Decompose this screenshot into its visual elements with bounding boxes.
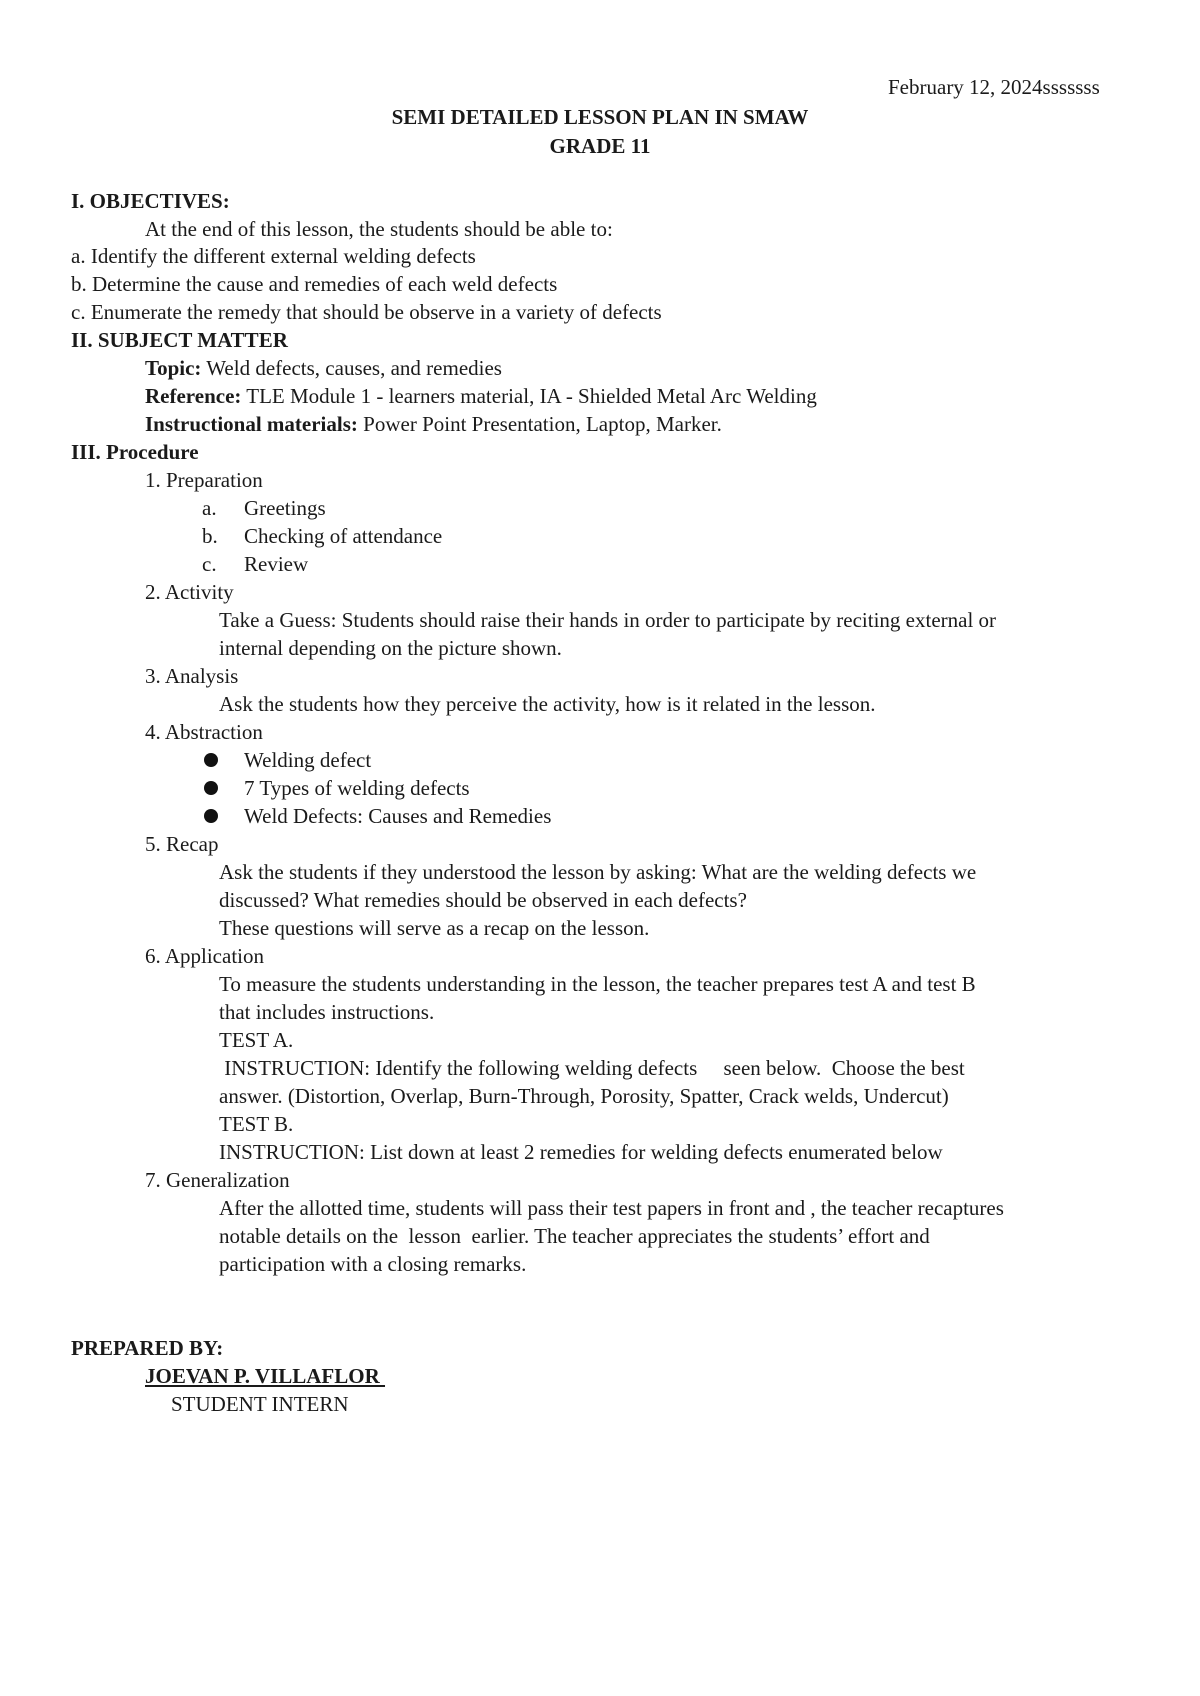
generalization-text: notable details on the lesson earlier. The teacher appreciates the students’ effort and [219,1224,930,1248]
bullet-icon [204,781,218,795]
objectives-intro: At the end of this lesson, the students should be able to: [145,217,613,241]
list-item: Greetings [244,496,326,520]
generalization-text: participation with a closing remarks. [219,1252,527,1276]
application-text: TEST B. [219,1112,294,1136]
recap-text: discussed? What remedies should be observed in each defects? [219,888,747,912]
application-text: TEST A. [219,1028,294,1052]
bullet-item: Welding defect [244,748,372,772]
list-item: Checking of attendance [244,524,443,548]
reference-value: TLE Module 1 - learners material, IA - Shielded Metal Arc Welding [241,384,817,408]
recap-text: These questions will serve as a recap on the lesson. [219,916,650,940]
materials-label: Instructional materials: [145,412,358,436]
activity-text: internal depending on the picture shown. [219,636,562,660]
preparer-name: JOEVAN P. VILLAFLOR [145,1364,386,1388]
reference-label: Reference: [145,384,242,408]
date: February 12, 2024sssssss [888,75,1100,99]
preparer-role: STUDENT INTERN [171,1392,349,1416]
objective-item: a. Identify the different external welding defects [71,244,476,268]
application-text: To measure the students understanding in the lesson, the teacher prepares test A and test B [219,972,976,996]
topic-label: Topic: [145,356,202,380]
objective-item: b. Determine the cause and remedies of each weld defects [71,272,558,296]
list-item: Review [244,552,309,576]
materials-line [145,411,722,437]
activity-text: Take a Guess: Students should raise their hands in order to participate by reciting external or [219,608,997,632]
document-title: SEMI DETAILED LESSON PLAN IN SMAW [391,105,809,129]
recap-text: Ask the students if they understood the lesson by asking: What are the welding defects we [219,860,977,884]
prepared-by-label: PREPARED BY: [71,1336,224,1360]
application-text: answer. (Distortion, Overlap, Burn-Through, Porosity, Spatter, Crack welds, Undercut) [219,1084,949,1108]
preparation-title: 1. Preparation [145,468,263,492]
topic-line [145,355,502,381]
objective-item: c. Enumerate the remedy that should be observe in a variety of defects [71,300,662,324]
list-marker: c. [202,552,217,576]
procedure-heading: III. Procedure [71,440,199,464]
application-text: INSTRUCTION: List down at least 2 remedies for welding defects enumerated below [219,1140,943,1164]
application-title: 6. Application [145,944,264,968]
materials-value: Power Point Presentation, Laptop, Marker. [357,412,722,436]
activity-title: 2. Activity [145,580,234,604]
analysis-text: Ask the students how they perceive the activity, how is it related in the lesson. [219,692,876,716]
subject-matter-heading: II. SUBJECT MATTER [71,328,288,352]
analysis-title: 3. Analysis [145,664,239,688]
generalization-title: 7. Generalization [145,1168,290,1192]
reference-line [145,383,817,409]
generalization-text: After the allotted time, students will pass their test papers in front and , the teacher recaptures [219,1196,1004,1220]
bullet-icon [204,809,218,823]
application-text: INSTRUCTION: Identify the following welding defects seen below. Choose the best [219,1056,965,1080]
objectives-heading: I. OBJECTIVES: [71,189,230,213]
recap-title: 5. Recap [145,832,219,856]
list-marker: a. [202,496,217,520]
bullet-icon [204,753,218,767]
grade-title: GRADE 11 [549,134,651,158]
topic-value: Weld defects, causes, and remedies [201,356,502,380]
bullet-item: 7 Types of welding defects [244,776,470,800]
application-text: that includes instructions. [219,1000,435,1024]
abstraction-title: 4. Abstraction [145,720,263,744]
list-marker: b. [202,524,218,548]
bullet-item: Weld Defects: Causes and Remedies [244,804,552,828]
